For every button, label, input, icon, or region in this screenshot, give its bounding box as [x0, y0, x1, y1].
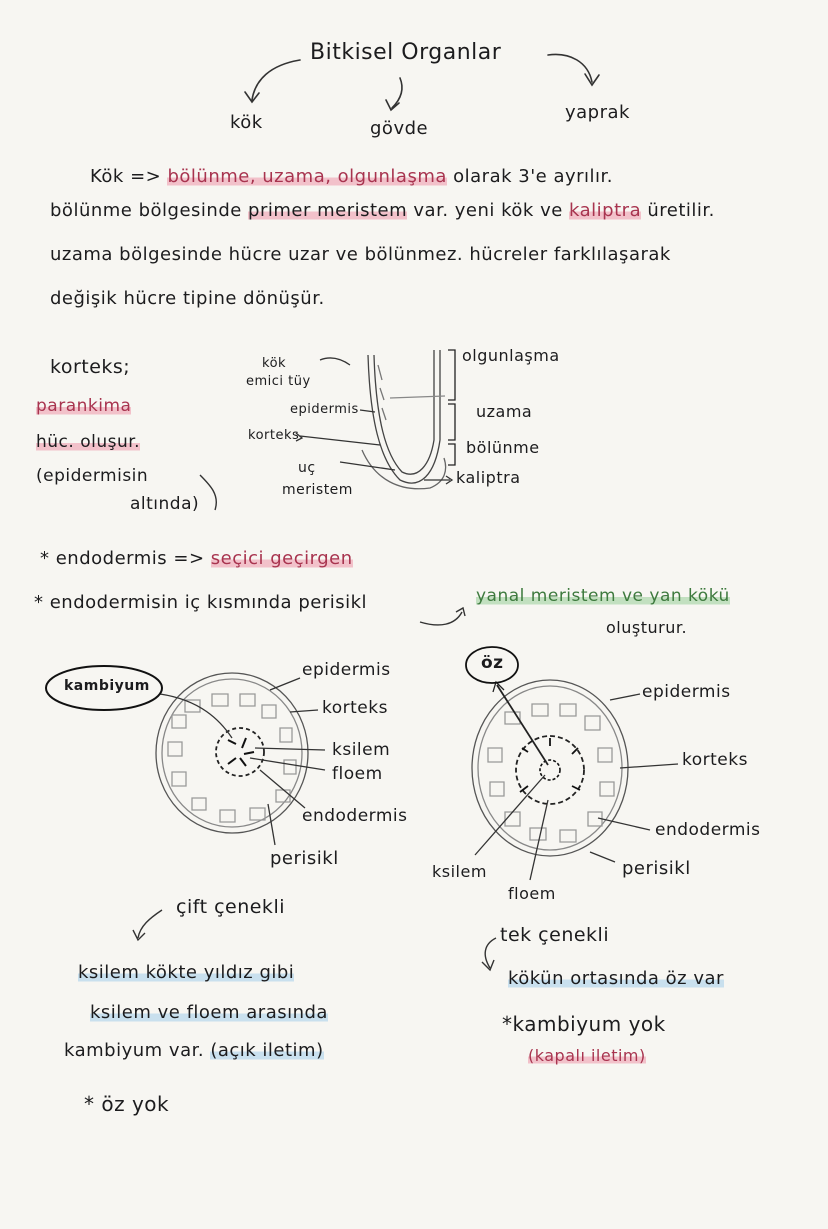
dicot-note-3a: kambiyum var.: [64, 1040, 205, 1061]
monocot-note-3: (kapalı iletim): [528, 1046, 646, 1065]
mono-label-korteks: korteks: [682, 750, 748, 770]
dicot-heading: çift çenekli: [176, 896, 285, 918]
perisikl-prefix: * endodermisin iç kısmında perisikl: [34, 592, 368, 613]
root-zones-suffix: olarak 3'e ayrılır.: [453, 166, 614, 187]
endodermis-prefix: * endodermis =>: [40, 548, 205, 569]
dicot-label-floem: floem: [332, 764, 383, 784]
branch-govde: gövde: [370, 118, 429, 139]
korteks-line4: altında): [130, 494, 200, 514]
label-korteks: korteks: [248, 428, 300, 443]
dicot-note-1: ksilem kökte yıldız gibi: [78, 962, 295, 983]
dicot-label-ksilem: ksilem: [332, 740, 391, 760]
korteks-line1: parankima: [36, 396, 132, 416]
mono-label-epidermis: epidermis: [642, 682, 731, 702]
label-uc: uç: [298, 460, 316, 476]
root-tip-diagram: [296, 350, 455, 489]
korteks-heading: korteks;: [50, 356, 131, 378]
bolunme-line: [50, 200, 715, 221]
arrow-to-govde: [392, 78, 402, 108]
dicot-label-perisikl: perisikl: [270, 848, 339, 869]
branch-kok: kök: [230, 112, 263, 133]
root-zones-names: bölünme, uzama, olgunlaşma: [167, 166, 447, 187]
arrow-to-yaprak: [548, 54, 592, 82]
dicot-note-2: ksilem ve floem arasında: [90, 1002, 328, 1023]
uzama-line: uzama bölgesinde hücre uzar ve bölünmez. hücreler farklılaşarak: [50, 244, 671, 265]
mono-label-perisikl: perisikl: [622, 858, 691, 879]
kaliptra-highlight: kaliptra: [569, 200, 642, 221]
korteks-line2: hüc. oluşur.: [36, 432, 141, 452]
label-emici-tuy: emici tüy: [246, 374, 311, 389]
mono-label-endodermis: endodermis: [655, 820, 761, 840]
degisik-line: değişik hücre tipine dönüşür.: [50, 288, 325, 309]
label-bolunme: bölünme: [466, 438, 540, 457]
mono-label-ksilem: ksilem: [432, 862, 487, 881]
dicot-note-3: [64, 1040, 324, 1061]
dicot-label-korteks: korteks: [322, 698, 388, 718]
branch-yaprak: yaprak: [565, 102, 630, 123]
endodermis-value: seçici geçirgen: [210, 548, 353, 569]
dicot-label-endodermis: endodermis: [302, 806, 408, 826]
dicot-note-3b: (açık iletim): [210, 1040, 324, 1061]
primer-meristem: primer meristem: [248, 200, 408, 221]
monocot-note-1: kökün ortasında öz var: [508, 968, 724, 989]
label-kambiyum: kambiyum: [64, 678, 150, 694]
label-oz: öz: [481, 653, 504, 673]
endodermis-line: [40, 548, 353, 569]
bolunme-part1: bölünme bölgesinde: [50, 200, 242, 221]
dicot-note-4: * öz yok: [84, 1092, 170, 1116]
label-olgunlasma: olgunlaşma: [462, 346, 560, 365]
mono-label-floem: floem: [508, 884, 556, 903]
root-zones-line: [90, 166, 613, 187]
label-kaliptra: kaliptra: [456, 468, 521, 487]
korteks-line3: (epidermisin: [36, 466, 149, 486]
dicot-label-epidermis: epidermis: [302, 660, 391, 680]
monocot-heading: tek çenekli: [500, 924, 610, 946]
label-meristem: meristem: [282, 482, 353, 498]
label-kok: kök: [262, 356, 287, 371]
perisikl-value: yanal meristem ve yan kökü: [476, 586, 730, 606]
monocot-note-2: *kambiyum yok: [502, 1012, 666, 1036]
page-title: Bitkisel Organlar: [310, 40, 502, 65]
perisikl-suffix: oluşturur.: [606, 618, 688, 637]
label-epidermis: epidermis: [290, 402, 359, 417]
dicot-cross-section: [156, 673, 325, 845]
root-zones-prefix: Kök =>: [90, 166, 162, 187]
label-uzama: uzama: [476, 402, 533, 421]
bolunme-part3: üretilir.: [647, 200, 715, 221]
bolunme-part2: var. yeni kök ve: [413, 200, 563, 221]
